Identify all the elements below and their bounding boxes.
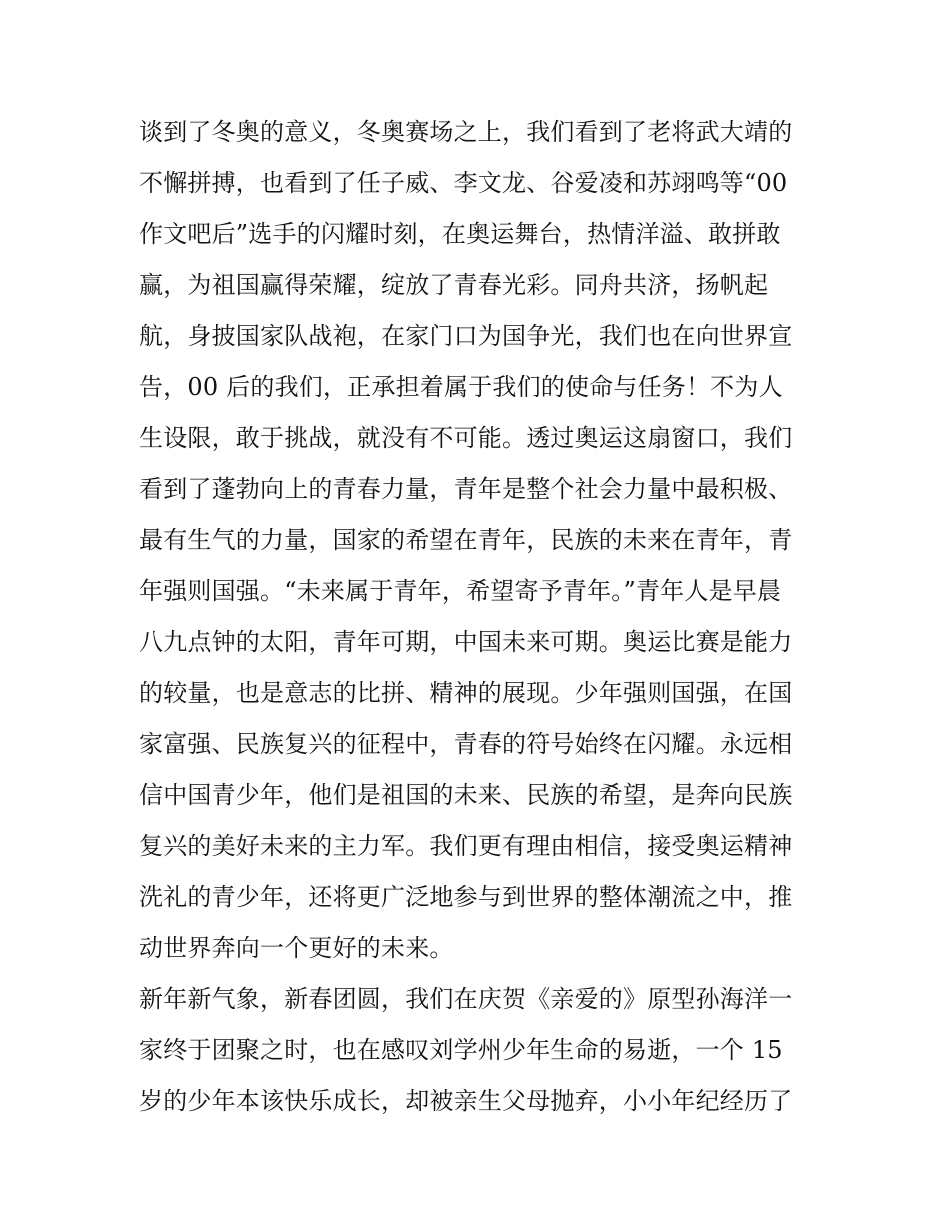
text-line: 作文吧后”选手的闪耀时刻，在奥运舞台，热情洋溢、敢拼敢 xyxy=(139,220,781,248)
text-line: 新年新气象，新春团圆，我们在庆贺《亲爱的》原型孙海洋一 xyxy=(139,985,793,1013)
text-line: 家富强、民族复兴的征程中，青春的符号始终在闪耀。永远相 xyxy=(139,730,793,758)
text-line: 航，身披国家队战袍，在家门口为国争光，我们也在向世界宣 xyxy=(139,322,793,350)
text-line: 家终于团聚之时，也在感叹刘学州少年生命的易逝，一个 15 xyxy=(139,1036,783,1064)
text-line: 洗礼的青少年，还将更广泛地参与到世界的整体潮流之中，推 xyxy=(139,883,793,911)
text-line: 复兴的美好未来的主力军。我们更有理由相信，接受奥运精神 xyxy=(139,832,793,860)
text-line: 八九点钟的太阳，青年可期，中国未来可期。奥运比赛是能力 xyxy=(139,628,793,656)
text-line: 的较量，也是意志的比拼、精神的展现。少年强则国强，在国 xyxy=(139,679,793,707)
text-line: 动世界奔向一个更好的未来。 xyxy=(139,934,454,962)
text-line: 看到了蓬勃向上的青春力量，青年是整个社会力量中最积极、 xyxy=(139,475,793,503)
text-line: 最有生气的力量，国家的希望在青年，民族的未来在青年，青 xyxy=(139,526,793,554)
text-line: 赢，为祖国赢得荣耀，绽放了青春光彩。同舟共济，扬帆起 xyxy=(139,271,769,299)
text-line: 生设限，敢于挑战，就没有不可能。透过奥运这扇窗口，我们 xyxy=(139,424,793,452)
text-line: 岁的少年本该快乐成长，却被亲生父母抛弃，小小年纪经历了 xyxy=(139,1087,793,1115)
text-line: 告，00 后的我们，正承担着属于我们的使命与任务！不为人 xyxy=(139,373,783,401)
text-line: 谈到了冬奥的意义，冬奥赛场之上，我们看到了老将武大靖的 xyxy=(139,118,793,146)
text-line: 信中国青少年，他们是祖国的未来、民族的希望，是奔向民族 xyxy=(139,781,793,809)
text-line: 年强则国强。“未来属于青年，希望寄予青年。”青年人是早晨 xyxy=(139,577,782,605)
document-body-text xyxy=(139,107,819,1127)
text-line: 不懈拼搏，也看到了任子威、李文龙、谷爱凌和苏翊鸣等“00 xyxy=(139,169,788,197)
